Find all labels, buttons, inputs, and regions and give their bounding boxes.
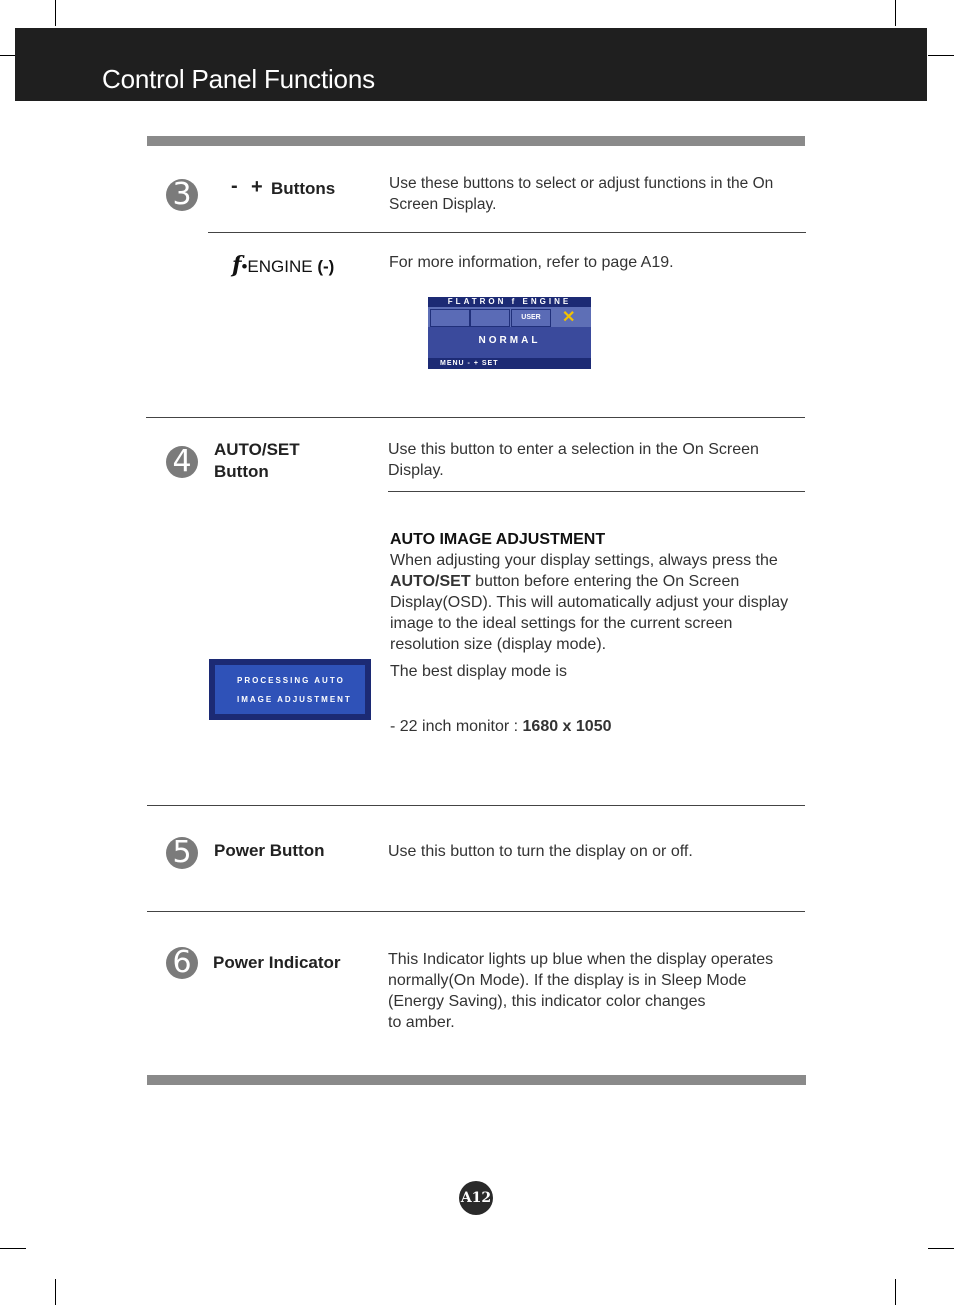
section-number-3: 3 bbox=[166, 179, 198, 211]
crop-mark bbox=[928, 1248, 954, 1249]
crop-mark bbox=[55, 1279, 56, 1305]
power-indicator-label: Power Indicator bbox=[213, 953, 341, 972]
auto-set-label-line1: AUTO/SET bbox=[214, 440, 300, 459]
power-indicator-desc-line3: (Energy Saving), this indicator color changes bbox=[388, 993, 706, 1010]
section-number-4: 4 bbox=[166, 446, 198, 478]
section-number-5: 5 bbox=[166, 837, 198, 869]
crop-mark bbox=[0, 1248, 26, 1249]
osd-mode-text: NORMAL bbox=[478, 335, 541, 346]
section-number-6: 6 bbox=[166, 947, 198, 979]
grid-icon bbox=[470, 309, 510, 327]
auto-text-part1: When adjusting your display settings, always press the bbox=[390, 552, 778, 569]
user-tile-text: USER bbox=[521, 314, 541, 321]
crop-mark bbox=[895, 1279, 896, 1305]
buttons-description: Use these buttons to select or adjust functions in the On Screen Display. bbox=[389, 175, 774, 213]
auto-text-bold: AUTO/SET bbox=[390, 573, 471, 590]
power-indicator-desc-line2: normally(On Mode). If the display is in Sleep Mode bbox=[388, 972, 747, 989]
page-number: A12 bbox=[459, 1181, 493, 1215]
power-button-label: Power Button bbox=[214, 841, 325, 860]
best-mode-text: The best display mode is bbox=[390, 663, 567, 680]
engine-label bbox=[232, 252, 334, 278]
plus-icon: + bbox=[251, 176, 263, 198]
power-indicator-desc-line1: This Indicator lights up blue when the display operates bbox=[388, 951, 774, 968]
engine-suffix: (-) bbox=[317, 257, 335, 276]
top-divider-bar bbox=[147, 136, 805, 146]
page-header bbox=[15, 28, 927, 101]
row-divider bbox=[388, 491, 805, 492]
osd-flatron-engine-image bbox=[428, 297, 591, 369]
crop-mark bbox=[55, 0, 56, 26]
power-button-description: Use this button to turn the display on or off. bbox=[388, 843, 693, 860]
crop-mark bbox=[895, 0, 896, 26]
bottom-divider-bar bbox=[147, 1075, 806, 1085]
user-tile bbox=[511, 309, 551, 327]
tools-icon: ✕ bbox=[562, 309, 576, 326]
processing-auto-image bbox=[209, 659, 371, 720]
processing-line1: PROCESSING AUTO bbox=[237, 676, 345, 685]
auto-image-text bbox=[390, 550, 800, 655]
monitor-resolution-value: 1680 x 1050 bbox=[522, 718, 612, 735]
engine-description: For more information, refer to page A19. bbox=[389, 254, 674, 271]
page-title: Control Panel Functions bbox=[102, 64, 375, 94]
auto-set-label-line2: Button bbox=[214, 462, 269, 481]
section-divider bbox=[147, 911, 805, 912]
osd-title: FLATRON f ENGINE bbox=[428, 297, 591, 307]
buttons-label: Buttons bbox=[271, 179, 336, 198]
section-divider bbox=[147, 805, 805, 806]
section-divider bbox=[146, 417, 805, 418]
auto-image-heading: AUTO IMAGE ADJUSTMENT bbox=[390, 531, 606, 548]
minus-icon: - bbox=[231, 175, 238, 197]
osd-mode-tiles bbox=[428, 307, 591, 327]
osd-bottom-bar: MENU - + SET bbox=[428, 358, 591, 369]
auto-text-part2: button before entering the On Screen Display(OSD). This will automatically adjust your display image to the ideal settings for the current screen resolution size (display mode). bbox=[390, 573, 789, 653]
f-engine-icon: f bbox=[232, 252, 242, 278]
power-indicator-desc-line4: to amber. bbox=[388, 1014, 455, 1031]
processing-screen bbox=[215, 665, 365, 714]
auto-set-description: Use this button to enter a selection in the On Screen Display. bbox=[388, 441, 759, 479]
monitor-icon bbox=[430, 309, 470, 327]
monitor-resolution bbox=[390, 716, 612, 737]
crop-mark bbox=[928, 55, 954, 56]
engine-text: •ENGINE bbox=[241, 257, 313, 276]
monitor-prefix: - 22 inch monitor : bbox=[390, 718, 519, 735]
processing-line2: IMAGE ADJUSTMENT bbox=[237, 695, 352, 704]
row-divider bbox=[208, 232, 806, 233]
